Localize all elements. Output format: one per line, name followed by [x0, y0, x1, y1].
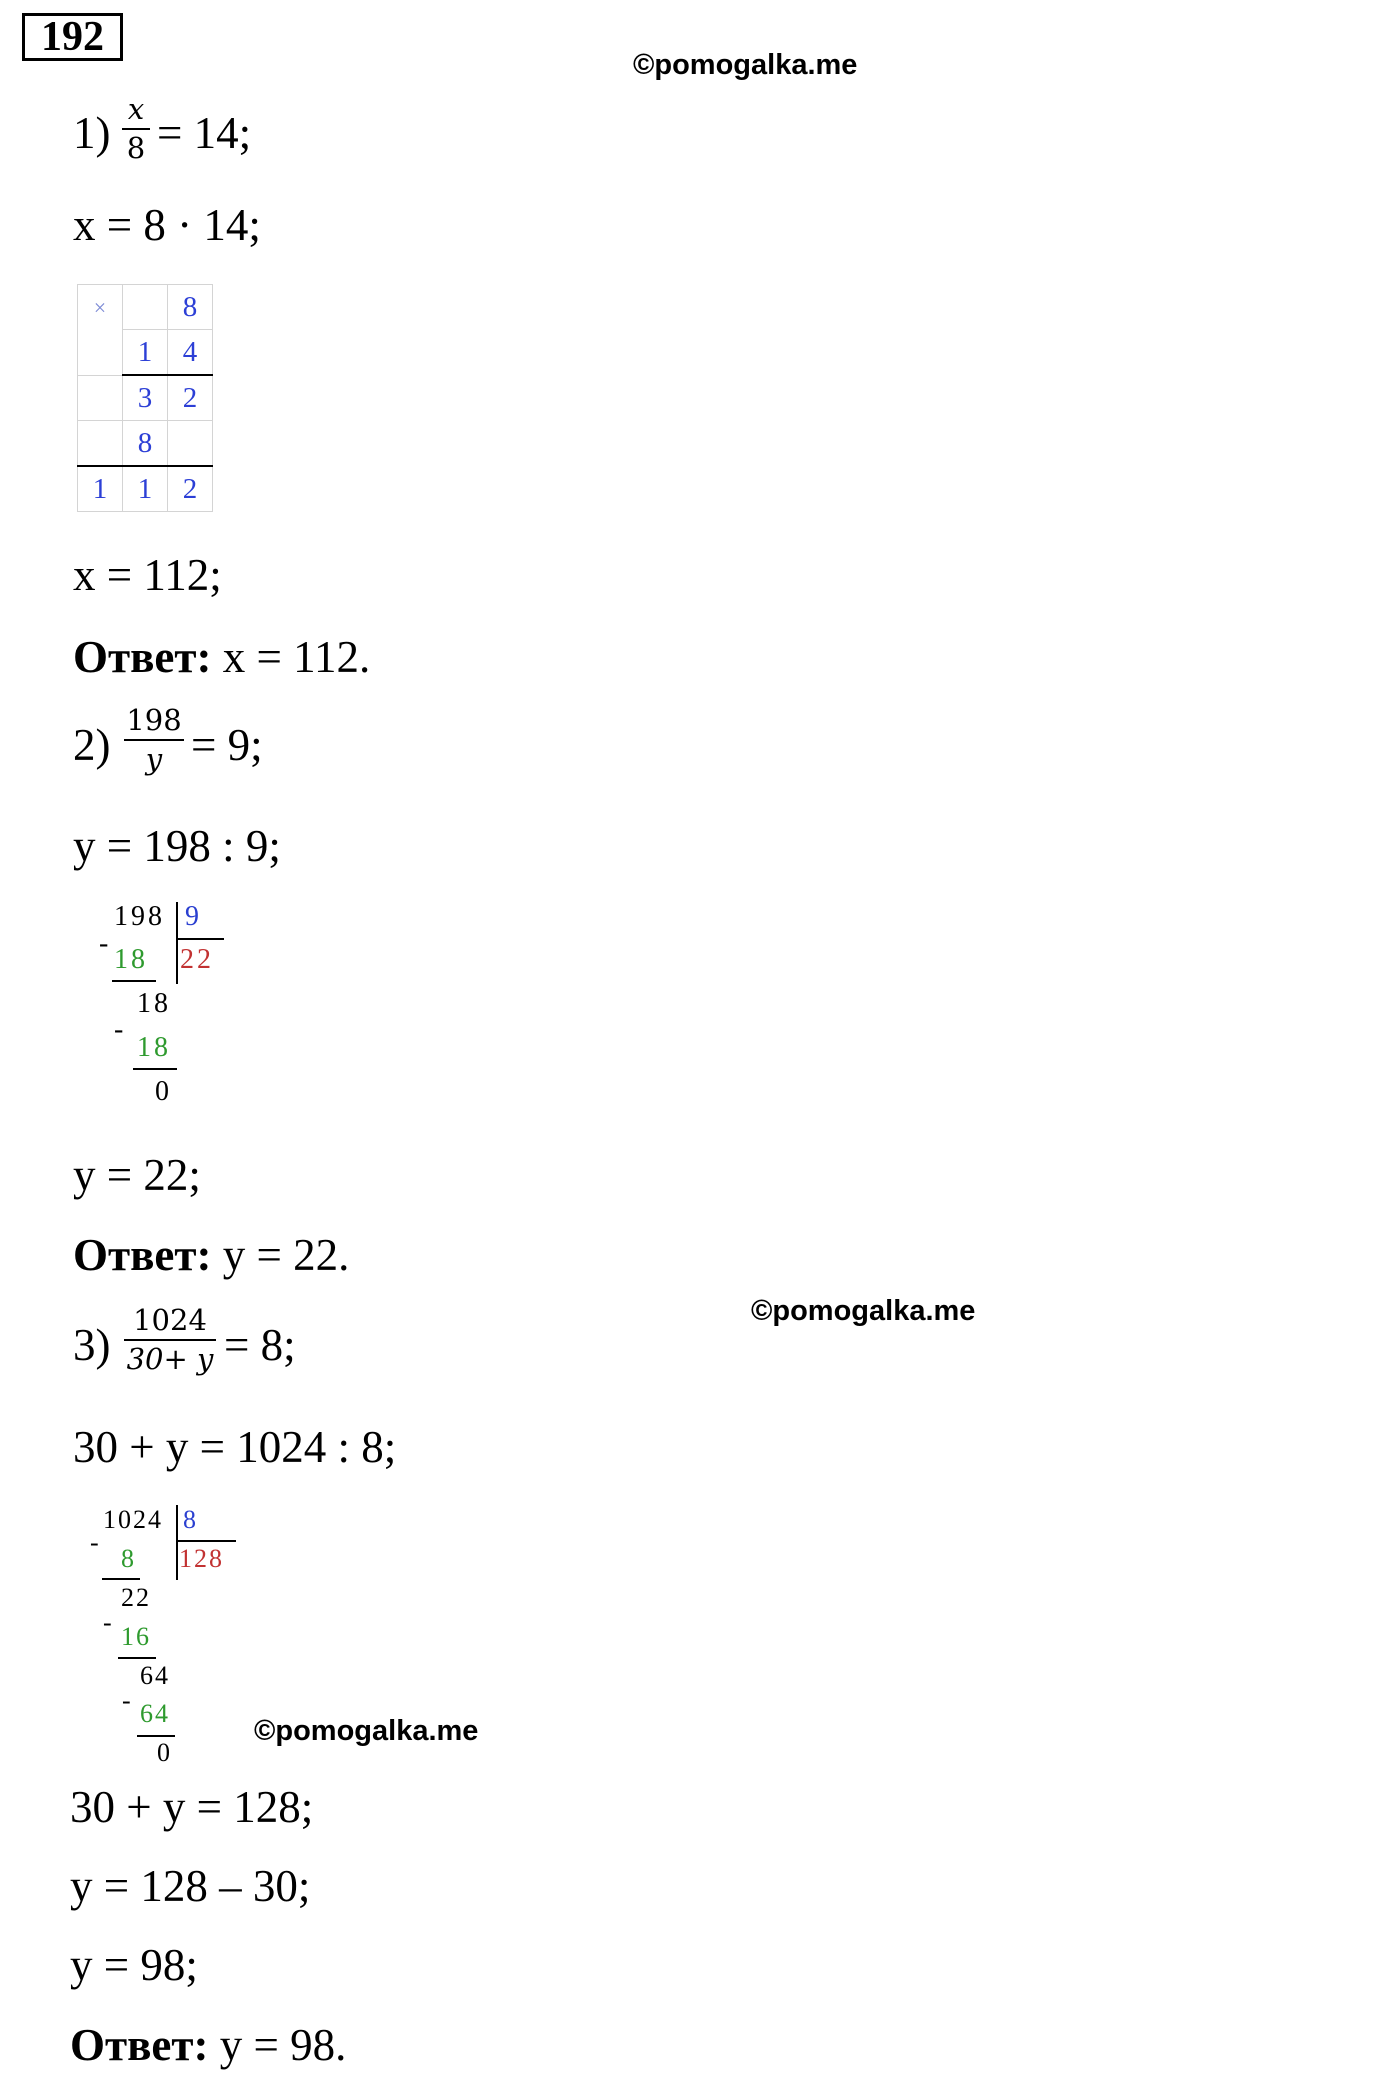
part3-result: 30 + y = 128; — [70, 1782, 314, 1832]
part1-result: x = 112; — [73, 550, 222, 600]
grid-cell: 4 — [168, 330, 213, 376]
minus-sign: - — [103, 1608, 115, 1637]
part2-fraction-denominator: y — [145, 742, 163, 777]
answer-label: Ответ: — [70, 2020, 209, 2070]
division-step: 64 — [140, 1699, 170, 1728]
multiplication-grid — [77, 284, 213, 512]
divisor: 9 — [185, 901, 202, 932]
quotient: 22 — [180, 944, 214, 975]
minus-sign: - — [114, 1014, 127, 1045]
division-step: 64 — [140, 1661, 170, 1690]
part2-equation-rhs: = 9; — [191, 720, 263, 770]
grid-cell — [78, 375, 123, 421]
division-bracket — [176, 1505, 178, 1580]
grid-cell: 8 — [168, 285, 213, 330]
grid-cell: 8 — [123, 421, 168, 467]
part3-result: y = 128 – 30; — [70, 1861, 311, 1911]
division-remainder: 0 — [157, 1738, 173, 1767]
divisor: 8 — [183, 1505, 199, 1534]
division-bracket — [176, 902, 178, 984]
part3-equation-rhs: = 8; — [224, 1320, 296, 1370]
quotient: 128 — [179, 1544, 224, 1573]
part3-fraction-numerator: 1024 — [133, 1303, 207, 1337]
answer-label: Ответ: — [73, 1230, 212, 1280]
grid-cell — [123, 285, 168, 330]
part1-equation-rhs: = 14; — [157, 108, 252, 158]
minus-sign: - — [122, 1686, 134, 1715]
part1-fraction-numerator: x — [127, 92, 145, 126]
answer-value: y = 22. — [222, 1230, 350, 1280]
grid-cell: 2 — [168, 375, 213, 421]
division-rule — [137, 1735, 175, 1737]
grid-cell: 1 — [78, 466, 123, 512]
division-bracket-rule — [176, 938, 224, 940]
grid-cell: 1 — [123, 466, 168, 512]
answer-value: y = 98. — [219, 2020, 347, 2070]
part3-fraction-denominator: 30+ y — [126, 1342, 214, 1377]
watermark: ©pomogalka.me — [751, 1295, 976, 1327]
division-step: 18 — [137, 988, 171, 1019]
division-step: 18 — [114, 944, 148, 975]
part3-result: y = 98; — [70, 1940, 198, 1990]
minus-sign: - — [99, 928, 112, 959]
part1-answer — [73, 632, 371, 682]
part1-fraction-denominator: 8 — [126, 131, 146, 166]
part2-label: 2) — [73, 720, 111, 770]
part2-fraction-numerator: 198 — [126, 703, 182, 737]
dividend: 198 — [114, 901, 165, 932]
part3-answer — [70, 2020, 347, 2070]
part2-result: y = 22; — [73, 1150, 201, 1200]
minus-sign: - — [90, 1528, 102, 1557]
part3-step: 30 + y = 1024 : 8; — [73, 1422, 397, 1472]
division-remainder: 0 — [155, 1076, 172, 1107]
division-step: 8 — [121, 1544, 137, 1573]
grid-cell: 1 — [123, 330, 168, 376]
part2-fraction — [124, 704, 184, 777]
part1-fraction-bar — [122, 128, 150, 130]
division-bracket-rule — [176, 1540, 236, 1542]
grid-cell — [78, 421, 123, 467]
division-step: 16 — [121, 1622, 151, 1651]
division-step: 22 — [121, 1583, 151, 1612]
division-rule — [118, 1657, 156, 1659]
answer-value: x = 112. — [222, 632, 371, 682]
part2-answer — [73, 1230, 350, 1280]
division-rule — [102, 1578, 140, 1580]
part1-fraction — [122, 93, 150, 166]
dividend: 1024 — [103, 1505, 163, 1534]
grid-cell: 2 — [168, 466, 213, 512]
watermark: ©pomogalka.me — [254, 1715, 479, 1747]
division-step: 18 — [137, 1032, 171, 1063]
task-number: 192 — [22, 13, 123, 61]
answer-label: Ответ: — [73, 632, 212, 682]
part3-label: 3) — [73, 1320, 111, 1370]
part2-step: y = 198 : 9; — [73, 821, 281, 871]
part1-label: 1) — [73, 108, 111, 158]
grid-cell — [168, 421, 213, 467]
watermark: ©pomogalka.me — [633, 49, 858, 81]
part3-fraction-bar — [124, 1339, 216, 1341]
multiply-sign: × — [78, 285, 123, 376]
part2-fraction-bar — [124, 739, 184, 741]
part1-step: x = 8 · 14; — [73, 200, 261, 250]
grid-cell: 3 — [123, 375, 168, 421]
division-rule — [133, 1068, 177, 1070]
division-rule — [112, 980, 156, 982]
part3-fraction — [124, 1304, 216, 1377]
